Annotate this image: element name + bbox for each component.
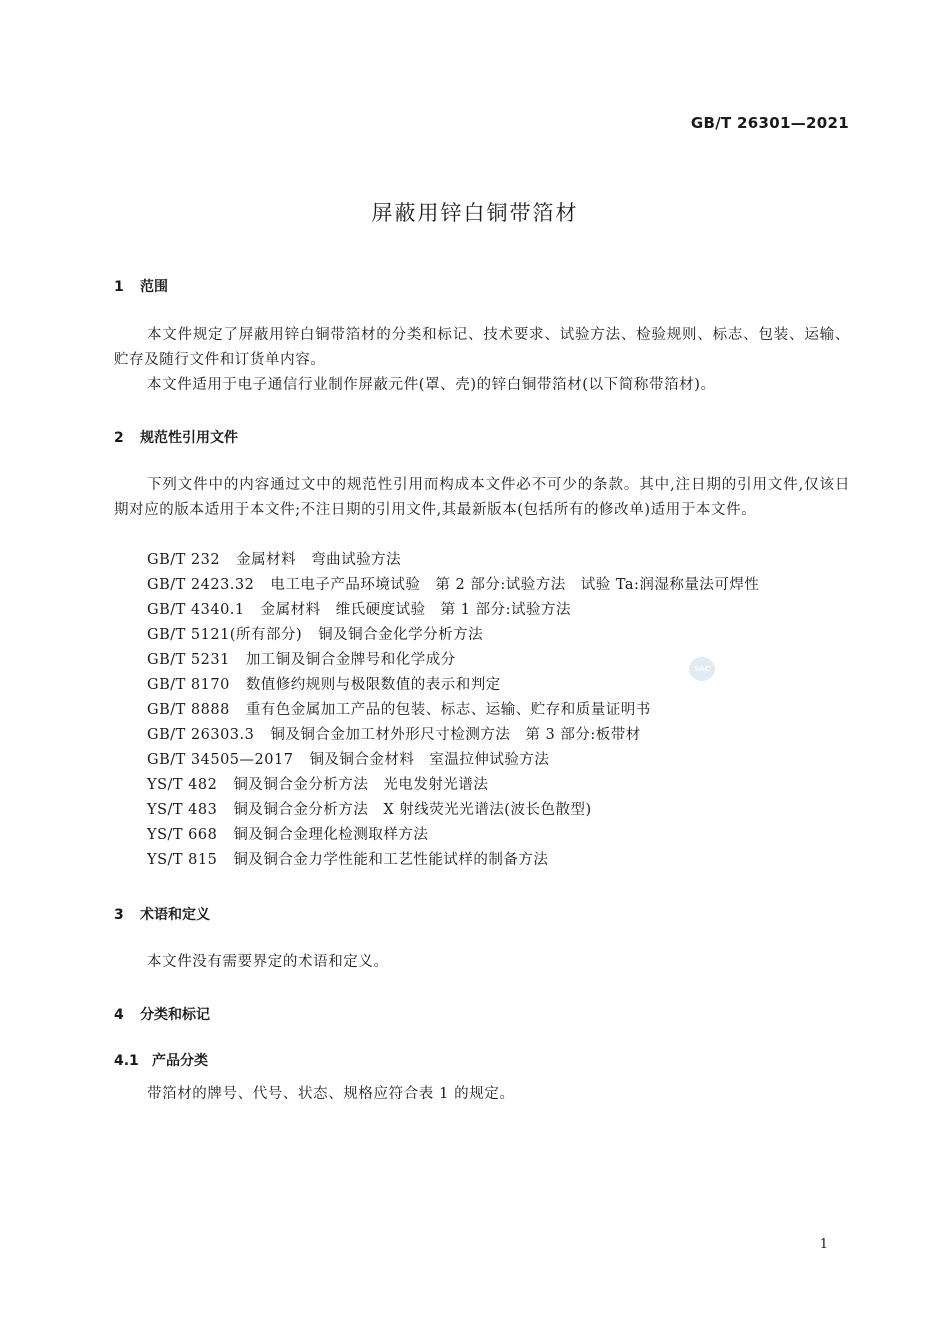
- section-title: 范围: [140, 279, 168, 295]
- reference-title: 重有色金属加工产品的包装、标志、运输、贮存和质量证明书: [245, 702, 651, 718]
- reference-title: 金属材料 弯曲试验方法: [236, 552, 402, 568]
- reference-code: YS/T 815: [147, 852, 218, 868]
- reference-code: YS/T 668: [147, 827, 218, 843]
- section-title: 术语和定义: [140, 907, 210, 923]
- reference-code: GB/T 2423.32: [147, 577, 255, 593]
- reference-item: [147, 848, 759, 873]
- reference-title: 铜及铜合金化学分析方法: [318, 627, 484, 643]
- sac-watermark-logo: SAC: [689, 657, 715, 681]
- page-number: 1: [819, 1237, 828, 1252]
- section-4-1-paragraph: 带箔材的牌号、代号、状态、规格应符合表 1 的规定。: [147, 1086, 515, 1102]
- reference-item: [147, 773, 759, 798]
- section-3-paragraph: 本文件没有需要界定的术语和定义。: [147, 954, 389, 970]
- reference-title: 铜及铜合金加工材外形尺寸检测方法 第 3 部分:板带材: [270, 727, 641, 743]
- reference-title: 数值修约规则与极限数值的表示和判定: [245, 677, 501, 693]
- reference-item: [147, 598, 759, 623]
- reference-title: 铜及铜合金分析方法 X 射线荧光光谱法(波长色散型): [233, 802, 592, 818]
- section-title: 规范性引用文件: [140, 430, 238, 446]
- section-2-heading: [114, 427, 238, 447]
- section-number: 2: [114, 430, 124, 446]
- reference-item: [147, 623, 759, 648]
- section-number: 1: [114, 279, 124, 295]
- section-title: 分类和标记: [140, 1007, 210, 1023]
- reference-item: [147, 723, 759, 748]
- section-1-paragraph-1: 本文件规定了屏蔽用锌白铜带箔材的分类和标记、技术要求、试验方法、检验规则、标志、包装、运输、贮存及随行文件和订货单内容。: [114, 327, 850, 368]
- reference-title: 金属材料 维氏硬度试验 第 1 部分:试验方法: [260, 602, 571, 618]
- reference-item: [147, 823, 759, 848]
- reference-item: [147, 648, 759, 673]
- reference-title: 铜及铜合金分析方法 光电发射光谱法: [233, 777, 489, 793]
- section-number: 3: [114, 907, 124, 923]
- reference-title: 铜及铜合金力学性能和工艺性能试样的制备方法: [233, 852, 549, 868]
- normative-references-list: [147, 548, 759, 873]
- section-title: 产品分类: [152, 1053, 208, 1069]
- reference-title: 铜及铜合金理化检测取样方法: [233, 827, 429, 843]
- reference-item: [147, 573, 759, 598]
- reference-code: GB/T 8170: [147, 677, 230, 693]
- reference-item: [147, 673, 759, 698]
- reference-code: GB/T 4340.1: [147, 602, 245, 618]
- section-4-heading: [114, 1004, 210, 1024]
- section-3-heading: [114, 904, 210, 924]
- reference-code: GB/T 26303.3: [147, 727, 255, 743]
- reference-code: GB/T 232: [147, 552, 221, 568]
- reference-code: GB/T 5231: [147, 652, 230, 668]
- section-1-heading: [114, 276, 168, 296]
- section-number: 4.1: [114, 1053, 139, 1069]
- section-4-1-heading: [114, 1050, 208, 1070]
- reference-item: [147, 798, 759, 823]
- reference-item: [147, 698, 759, 723]
- reference-code: YS/T 483: [147, 802, 218, 818]
- reference-title: 电工电子产品环境试验 第 2 部分:试验方法 试验 Ta:润湿称量法可焊性: [270, 577, 760, 593]
- standard-code: GB/T 26301—2021: [690, 114, 849, 132]
- section-1-paragraph-2: 本文件适用于电子通信行业制作屏蔽元件(罩、壳)的锌白铜带箔材(以下简称带箔材)。: [147, 377, 716, 393]
- section-number: 4: [114, 1007, 124, 1023]
- reference-code: GB/T 5121(所有部分): [147, 627, 303, 643]
- reference-item: [147, 748, 759, 773]
- document-title: 屏蔽用锌白铜带箔材: [371, 201, 579, 225]
- reference-code: YS/T 482: [147, 777, 218, 793]
- reference-title: 加工铜及铜合金牌号和化学成分: [245, 652, 456, 668]
- section-2-intro: 下列文件中的内容通过文中的规范性引用而构成本文件必不可少的条款。其中,注日期的引用文件,仅该日期对应的版本适用于本文件;不注日期的引用文件,其最新版本(包括所有的修改单)适用于本文件。: [114, 477, 850, 518]
- reference-code: GB/T 8888: [147, 702, 230, 718]
- reference-item: [147, 548, 759, 573]
- reference-code: GB/T 34505—2017: [147, 752, 294, 768]
- reference-title: 铜及铜合金材料 室温拉伸试验方法: [309, 752, 550, 768]
